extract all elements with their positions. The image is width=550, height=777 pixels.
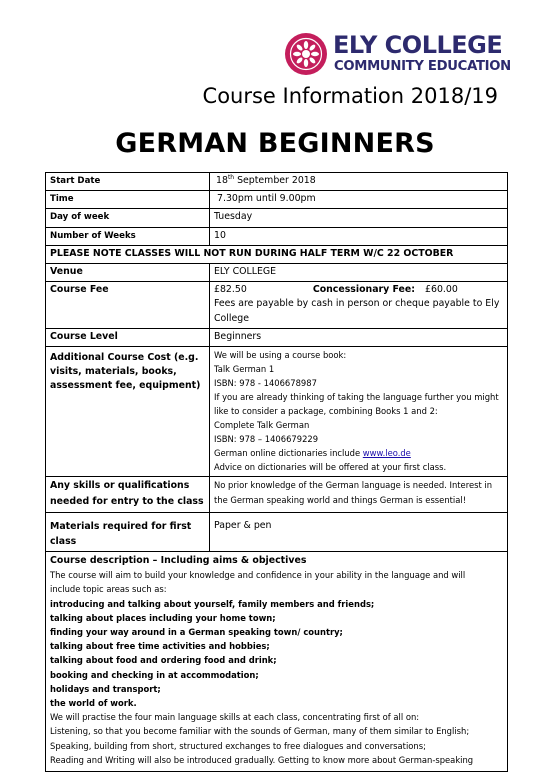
row-additional-cost [46,347,508,477]
course-level-label: Course Level [46,328,210,346]
description-topic: talking about food and ordering food and drink; [50,655,277,666]
day-of-week-value: Tuesday [210,209,508,227]
row-description [46,552,508,772]
description-topic: talking about free time activities and hobbies; [50,641,270,652]
skills-value [210,477,508,513]
venue-value: ELY COLLEGE [210,264,508,282]
materials-label: Materials required for first class [46,513,210,552]
description-intro-line: The course will aim to build your knowledge and confidence in your ability in the language and will [50,570,466,581]
row-venue [46,264,508,282]
row-materials [46,513,508,552]
course-fee-cell [210,282,508,329]
description-topic: finding your way around in a German speaking town/ country; [50,627,343,638]
additional-cost-label: Additional Course Cost (e.g. visits, materials, books, assessment fee, equipment) [46,347,210,477]
row-day-of-week [46,209,508,227]
row-number-of-weeks [46,227,508,245]
description-outro-line: Listening, so that you become familiar with the sounds of German, many of them similar to English; [50,726,470,737]
concessionary-fee-value: £60.00 [425,284,458,296]
page-title: GERMAN BEGINNERS [115,128,435,159]
course-level-value: Beginners [210,328,508,346]
materials-value: Paper & pen [210,513,508,552]
additional-cost-line: If you are already thinking of taking the language further you might like to consider a package, combining Books 1 and 2: [214,392,499,417]
time-value: 7.30pm until 9.00pm [210,191,508,209]
number-of-weeks-value: 10 [210,227,508,245]
description-topic: introducing and talking about yourself, family members and friends; [50,598,375,609]
day-of-week-label: Day of week [46,209,210,227]
row-skills [46,477,508,513]
additional-cost-line: Complete Talk German [214,420,310,431]
start-date-label: Start Date [46,173,210,191]
skills-label: Any skills or qualifications needed for entry to the class [46,477,210,513]
payment-note: Fees are payable by cash in person or cheque payable to Ely College [214,298,500,324]
online-dictionaries-text: German online dictionaries include [214,448,363,459]
number-of-weeks-label: Number of Weeks [46,227,210,245]
row-course-fee [46,282,508,329]
course-fee-label: Course Fee [46,282,210,329]
leo-dictionary-link[interactable]: www.leo.de [362,448,411,459]
start-date-day: 18 [216,175,228,186]
description-topic: talking about places including your home town; [50,612,276,623]
logo-college-name: ELY COLLEGE [333,31,503,59]
course-description [46,552,508,772]
additional-cost-cell [210,347,508,477]
time-label: Time [46,191,210,209]
description-topic: the world of work. [50,698,137,709]
concessionary-fee-label: Concessionary Fee: [312,284,416,296]
row-start-date [46,173,508,191]
venue-label: Venue [46,264,210,282]
row-notice [46,245,508,263]
online-dictionaries [214,446,503,460]
course-info-heading: Course Information 2018/19 [202,84,498,108]
row-time [46,191,508,209]
description-outro-line: Reading and Writing will also be introduced gradually. Getting to know more about German-speaking [50,754,474,765]
course-info-table [45,172,508,772]
start-date-month: September 2018 [234,175,316,186]
additional-cost-line: Talk German 1 [214,364,275,375]
row-course-level [46,328,508,346]
logo-subtitle: COMMUNITY EDUCATION [334,59,511,74]
description-topic: holidays and transport; [50,683,161,694]
dictionary-advice: Advice on dictionaries will be offered at your first class. [214,462,447,473]
additional-cost-line: We will be using a course book: [214,350,347,361]
college-seal-icon [284,32,328,76]
start-date-value [210,173,508,191]
half-term-notice: PLEASE NOTE CLASSES WILL NOT RUN DURING HALF TERM W/C 22 OCTOBER [46,245,508,263]
description-intro-line: include topic areas such as: [50,584,167,595]
course-fee-value: £82.50 [214,284,247,296]
description-topic: booking and checking in at accommodation; [50,669,259,680]
description-outro-line: We will practise the four main language skills at each class, concentrating first of all on: [50,712,420,723]
additional-cost-line: ISBN: 978 - 1406678987 [214,378,317,389]
description-heading: Course description – Including aims & objectives [50,555,307,567]
additional-cost-line: ISBN: 978 – 1406679229 [214,434,319,445]
skills-text: No prior knowledge of the German language is needed. Interest in the German speaking world and things German is essential! [214,480,493,506]
college-logo [284,31,511,80]
start-date-suffix: th [227,173,235,181]
description-outro-line: Speaking, building from short, structured exchanges to free dialogues and conversations; [50,740,426,751]
